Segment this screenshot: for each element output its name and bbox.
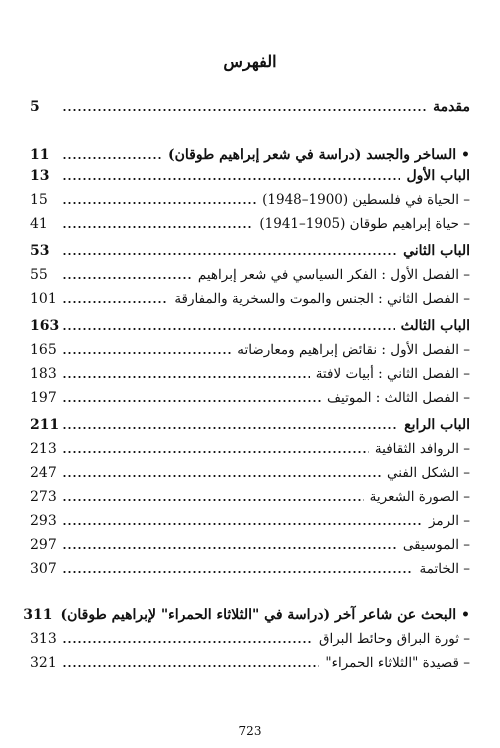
toc-entry (28, 240, 470, 262)
dot-leader (62, 155, 162, 161)
toc-entry (28, 189, 470, 211)
page-number: 723 (238, 724, 262, 738)
toc-entry (28, 264, 470, 286)
toc-entry-title: • البحث عن شاعر آخر (دراسة في "الثلاثاء الحمراء" لإبراهيم طوقان) (60, 607, 470, 623)
toc-entry-page: 273 (30, 489, 57, 505)
toc-entry-page: 293 (30, 513, 57, 529)
toc-entry-page: 211 (30, 417, 60, 433)
toc-entry-title: – الفصل الأول : نقائض إبراهيم ومعارضاته (237, 342, 470, 358)
dot-leader (62, 398, 321, 404)
toc-entry-title: الباب الرابع (404, 417, 470, 433)
toc-entry (28, 315, 470, 337)
dot-leader (62, 639, 313, 645)
toc-entry (28, 144, 470, 166)
toc-entry (28, 438, 470, 460)
toc-entry-page: 15 (30, 192, 48, 208)
dot-leader (62, 176, 400, 182)
toc-entry-page: 297 (30, 537, 57, 553)
dot-leader (62, 473, 381, 479)
dot-leader (62, 251, 397, 257)
toc-entry-page: 311 (23, 607, 53, 623)
toc-entry-title: – الصورة الشعرية (369, 489, 470, 505)
dot-leader (62, 569, 413, 575)
toc-entry-title: – الموسيقى (402, 537, 470, 553)
toc-entry-title: الباب الأول (406, 168, 470, 184)
dot-leader (62, 449, 369, 455)
toc-entry-title: – ثورة البراق وحائط البراق (318, 631, 470, 647)
toc-entry-page: 247 (30, 465, 57, 481)
toc-entry-title: مقدمة (433, 99, 470, 115)
dot-leader (62, 497, 364, 503)
dot-leader (62, 224, 253, 230)
toc-entry-title: – الرمز (428, 513, 470, 529)
toc-entry-page: 307 (30, 561, 57, 577)
dot-leader (62, 521, 423, 527)
toc-entry-page: 53 (30, 243, 50, 259)
toc-entry (28, 486, 470, 508)
toc-entry-title: – الخاتمة (419, 561, 470, 577)
toc-entry-title: – الشكل الفني (387, 465, 470, 481)
toc-entry (28, 96, 470, 118)
toc-entry-page: 41 (30, 216, 48, 232)
toc-entry (23, 604, 470, 626)
dot-leader (62, 350, 231, 356)
toc-entry (28, 414, 470, 436)
toc-entry (28, 387, 470, 409)
toc-entry-page: 55 (30, 267, 48, 283)
toc-entry-page: 101 (30, 291, 57, 307)
toc-entry-title: – الفصل الثالث : الموتيف (327, 390, 470, 406)
toc-entry (28, 628, 470, 650)
toc-entry-title: – الفصل الثاني : أبيات لافتة (315, 366, 470, 382)
dot-leader (62, 107, 427, 113)
toc-entry-page: 197 (30, 390, 57, 406)
dot-leader (62, 275, 192, 281)
toc-entry-page: 163 (30, 318, 60, 334)
toc-entry (28, 462, 470, 484)
toc-entry (28, 652, 470, 674)
toc-entry (28, 363, 470, 385)
toc-entry (28, 213, 470, 235)
page-title: الفهرس (223, 52, 277, 71)
toc-entry-page: 11 (30, 147, 50, 163)
toc-entry-page: 165 (30, 342, 57, 358)
dot-leader (62, 200, 256, 206)
toc-entry-title: – الفصل الثاني : الجنس والموت والسخرية والمفارقة (174, 291, 470, 307)
dot-leader (62, 425, 398, 431)
toc-entry (28, 558, 470, 580)
toc-entry-page: 213 (30, 441, 57, 457)
toc-entry-title: – الفصل الأول : الفكر السياسي في شعر إبراهيم (197, 267, 470, 283)
toc-entry (28, 534, 470, 556)
toc-entry-page: 13 (30, 168, 50, 184)
toc-entry-title: الباب الثالث (400, 318, 470, 334)
dot-leader (62, 326, 395, 332)
dot-leader (62, 374, 310, 380)
toc-entry (28, 339, 470, 361)
toc-entry (28, 165, 470, 187)
toc-entry-title: – قصيدة "الثلاثاء الحمراء" (325, 655, 470, 671)
toc-entry (28, 510, 470, 532)
toc-entry-title: • الساخر والجسد (دراسة في شعر إبراهيم طوقان) (167, 147, 470, 163)
toc-entry-title: – حياة إبراهيم طوقان (1905–1941) (259, 216, 470, 232)
toc-entry (28, 288, 470, 310)
toc-entry-title: الباب الثاني (403, 243, 470, 259)
dot-leader (62, 663, 319, 669)
toc-entry-page: 321 (30, 655, 57, 671)
dot-leader (62, 299, 168, 305)
dot-leader (62, 545, 397, 551)
toc-entry-page: 5 (30, 99, 40, 115)
toc-entry-title: – الروافد الثقافية (374, 441, 470, 457)
toc-entry-title: – الحياة في فلسطين (1900–1948) (262, 192, 470, 208)
toc-entry-page: 183 (30, 366, 57, 382)
toc-entry-page: 313 (30, 631, 57, 647)
